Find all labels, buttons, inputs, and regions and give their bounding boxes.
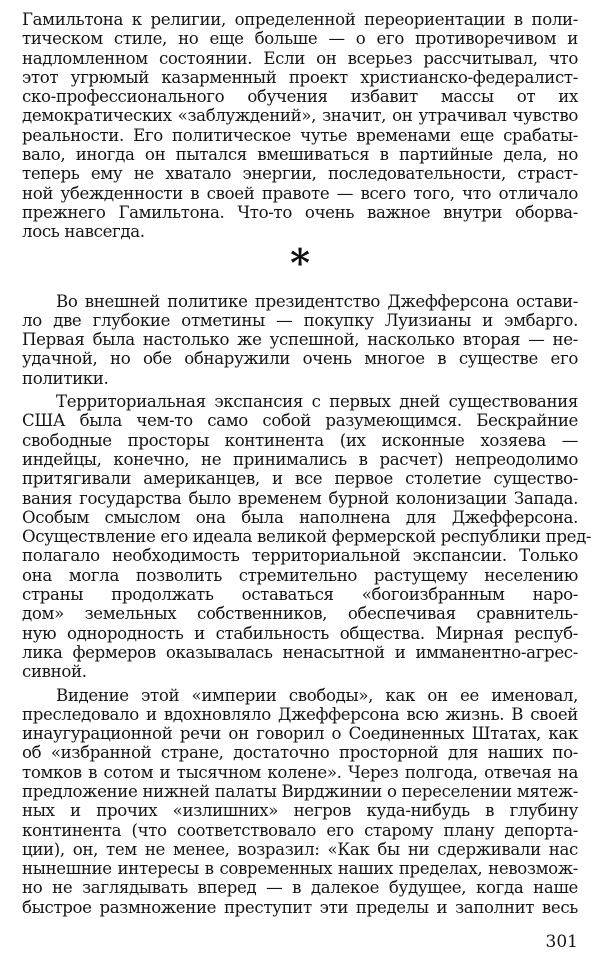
text-line: лика фермеров оказывалась ненасытной и имманентно-агрес- bbox=[22, 642, 578, 662]
text-line: томков в сотом и тысячном колене». Через полгода, отвечая на bbox=[22, 762, 578, 782]
text-line: этот угрюмый казарменный проект христианско-федералист- bbox=[22, 67, 578, 87]
text-line: инаугурационной речи он говорил о Соединенных Штатах, как bbox=[22, 724, 578, 744]
text-line: тическом стиле, но еще больше — о его противоречивом и bbox=[22, 29, 578, 49]
text-line: политики. bbox=[22, 368, 109, 388]
text-line: удачной, но обе обнаружили очень многое в существе его bbox=[22, 349, 578, 369]
text-line: ных и прочих «излишних» негров куда-нибудь в глубину bbox=[22, 801, 578, 821]
text-line: Особым смыслом она была наполнена для Джефферсона. bbox=[22, 507, 578, 527]
text-line: Гамильтона к религии, определенной переориентации в поли- bbox=[22, 10, 578, 29]
text-line: Во внешней политике президентство Джефферсона остави- bbox=[56, 291, 578, 311]
text-line: ско-профессионального обучения избавит массы от их bbox=[22, 87, 578, 107]
text-line: быстрое размножение преступит эти пределы и заполнит весь bbox=[22, 897, 578, 917]
text-line: страны продолжать оставаться «богоизбранным наро- bbox=[22, 585, 578, 605]
text-line: предложение нижней палаты Вирджинии о переселении мятеж- bbox=[22, 781, 578, 801]
page-number: 301 bbox=[545, 932, 578, 952]
text-line: прежнего Гамильтона. Что-то очень важное внутри оборва- bbox=[22, 202, 578, 222]
text-line: ную однородность и стабильность общества. Мирная респуб- bbox=[22, 623, 578, 643]
text-line: реальности. Его политическое чутье временами еще срабаты- bbox=[22, 125, 578, 145]
text-line: Видение этой «империи свободы», как он ее именовал, bbox=[56, 685, 578, 705]
text-line: США была чем-то само собой разумеющимся. Бескрайние bbox=[22, 411, 578, 431]
text-line: лось навсегда. bbox=[22, 222, 145, 242]
text-line: она могла позволить стремительно растущему неселению bbox=[22, 565, 578, 585]
text-line: ной убежденности в своей правоте — всего того, что отличало bbox=[22, 183, 578, 203]
text-line: ции), он, тем не менее, возразил: «Как бы ни сдерживали нас bbox=[22, 839, 578, 859]
paragraph-foreign-policy bbox=[22, 292, 578, 388]
section-separator-asterisk: * bbox=[290, 239, 310, 285]
text-line: нынешние интересы в современных наших пределах, невозмож- bbox=[22, 859, 578, 879]
text-line: Территориальная экспансия с первых дней существования bbox=[56, 392, 578, 412]
paragraph-territorial-expansion bbox=[22, 392, 592, 682]
text-line: ло две глубокие отметины — покупку Луизианы и эмбарго. bbox=[22, 310, 578, 330]
text-line: сивной. bbox=[22, 662, 87, 682]
text-line: вало, иногда он пытался вмешиваться в партийные дела, но bbox=[22, 145, 578, 165]
book-page bbox=[22, 10, 592, 917]
text-line: демократических «заблуждений», значит, он утрачивал чувство bbox=[22, 106, 578, 126]
text-line: но не заглядывать вперед — в далекое будущее, когда наше bbox=[22, 878, 578, 898]
text-line: полагало необходимость территориальной экспансии. Только bbox=[22, 546, 578, 566]
text-line: надломленном состоянии. Если он всерьез рассчитывал, что bbox=[22, 48, 578, 68]
text-line: Осуществление его идеала великой фермерской республики пред- bbox=[22, 527, 592, 547]
text-line: индейцы, конечно, не принимались в расчет) непреодолимо bbox=[22, 449, 578, 469]
text-line: Первая была настолько же успешной, насколько вторая — не- bbox=[22, 330, 578, 350]
text-line: дом» земельных собственников, обеспечивая сравнитель- bbox=[22, 604, 578, 624]
text-line: теперь ему не хватало энергии, последовательности, страст- bbox=[22, 164, 578, 184]
text-line: притягивали американцев, и все первое столетие существо- bbox=[22, 469, 578, 489]
text-line: свободные просторы континента (их исконные хозяева — bbox=[22, 430, 578, 450]
paragraph-hamilton bbox=[22, 10, 578, 242]
text-line: вания государства было временем бурной колонизации Запада. bbox=[22, 488, 578, 508]
paragraph-empire-of-liberty bbox=[22, 686, 578, 918]
text-line: преследовало и вдохновляло Джефферсона всю жизнь. В своей bbox=[22, 704, 578, 724]
text-line: континента (что соответствовало его старому плану депорта- bbox=[22, 820, 578, 840]
text-line: об «избранной стране, достаточно просторной для наших по- bbox=[22, 743, 578, 763]
